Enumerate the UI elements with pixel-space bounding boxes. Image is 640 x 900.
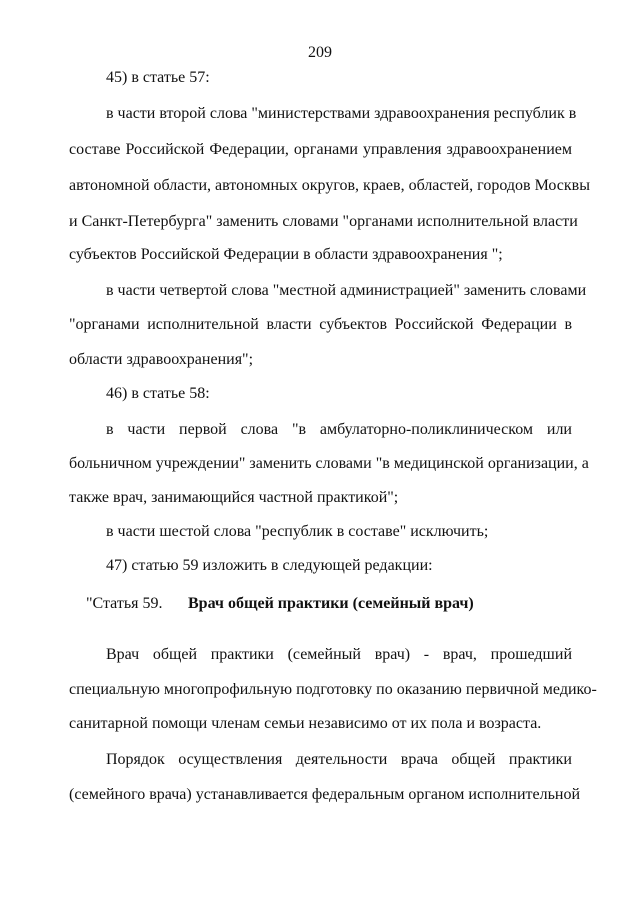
paragraph-line: области здравоохранения"; xyxy=(69,351,254,368)
paragraph-line: также врач, занимающийся частной практикой"; xyxy=(69,489,399,506)
paragraph-line: в части шестой слова "республик в составе" исключить; xyxy=(106,523,489,540)
paragraph-line: субъектов Российской Федерации в области здравоохранения "; xyxy=(69,246,503,263)
paragraph-line: Врач общей практики (семейный врач) - врач, прошедший xyxy=(106,646,572,663)
paragraph-line: и Санкт-Петербурга" заменить словами "органами исполнительной власти xyxy=(69,213,578,230)
article-title: Врач общей практики (семейный врач) xyxy=(188,595,474,612)
paragraph-line: составе Российской Федерации, органами управления здравоохранением xyxy=(69,141,572,158)
paragraph-line: (семейного врача) устанавливается федеральным органом исполнительной xyxy=(69,786,581,803)
page-number: 209 xyxy=(308,44,332,61)
paragraph-line: в части четвертой слова "местной администрацией" заменить словами xyxy=(106,282,587,299)
item-45: 45) в статье 57: xyxy=(106,69,210,86)
paragraph-line: автономной области, автономных округов, краев, областей, городов Москвы xyxy=(69,177,590,194)
paragraph-line: Порядок осуществления деятельности врача общей практики xyxy=(106,751,572,768)
paragraph-line: в части второй слова "министерствами здравоохранения республик в xyxy=(106,105,577,122)
paragraph-line: специальную многопрофильную подготовку по оказанию первичной медико- xyxy=(69,681,597,698)
item-46: 46) в статье 58: xyxy=(106,385,210,402)
paragraph-line: в части первой слова "в амбулаторно-поликлиническом или xyxy=(106,421,572,438)
article-number: "Статья 59. xyxy=(86,595,163,612)
paragraph-line: больничном учреждении" заменить словами "в медицинской организации, а xyxy=(69,455,589,472)
paragraph-line: "органами исполнительной власти субъектов Российской Федерации в xyxy=(69,316,572,333)
paragraph-line: санитарной помощи членам семьи независимо от их пола и возраста. xyxy=(69,715,542,732)
article-heading xyxy=(86,594,572,614)
item-47: 47) статью 59 изложить в следующей редакции: xyxy=(106,557,433,574)
